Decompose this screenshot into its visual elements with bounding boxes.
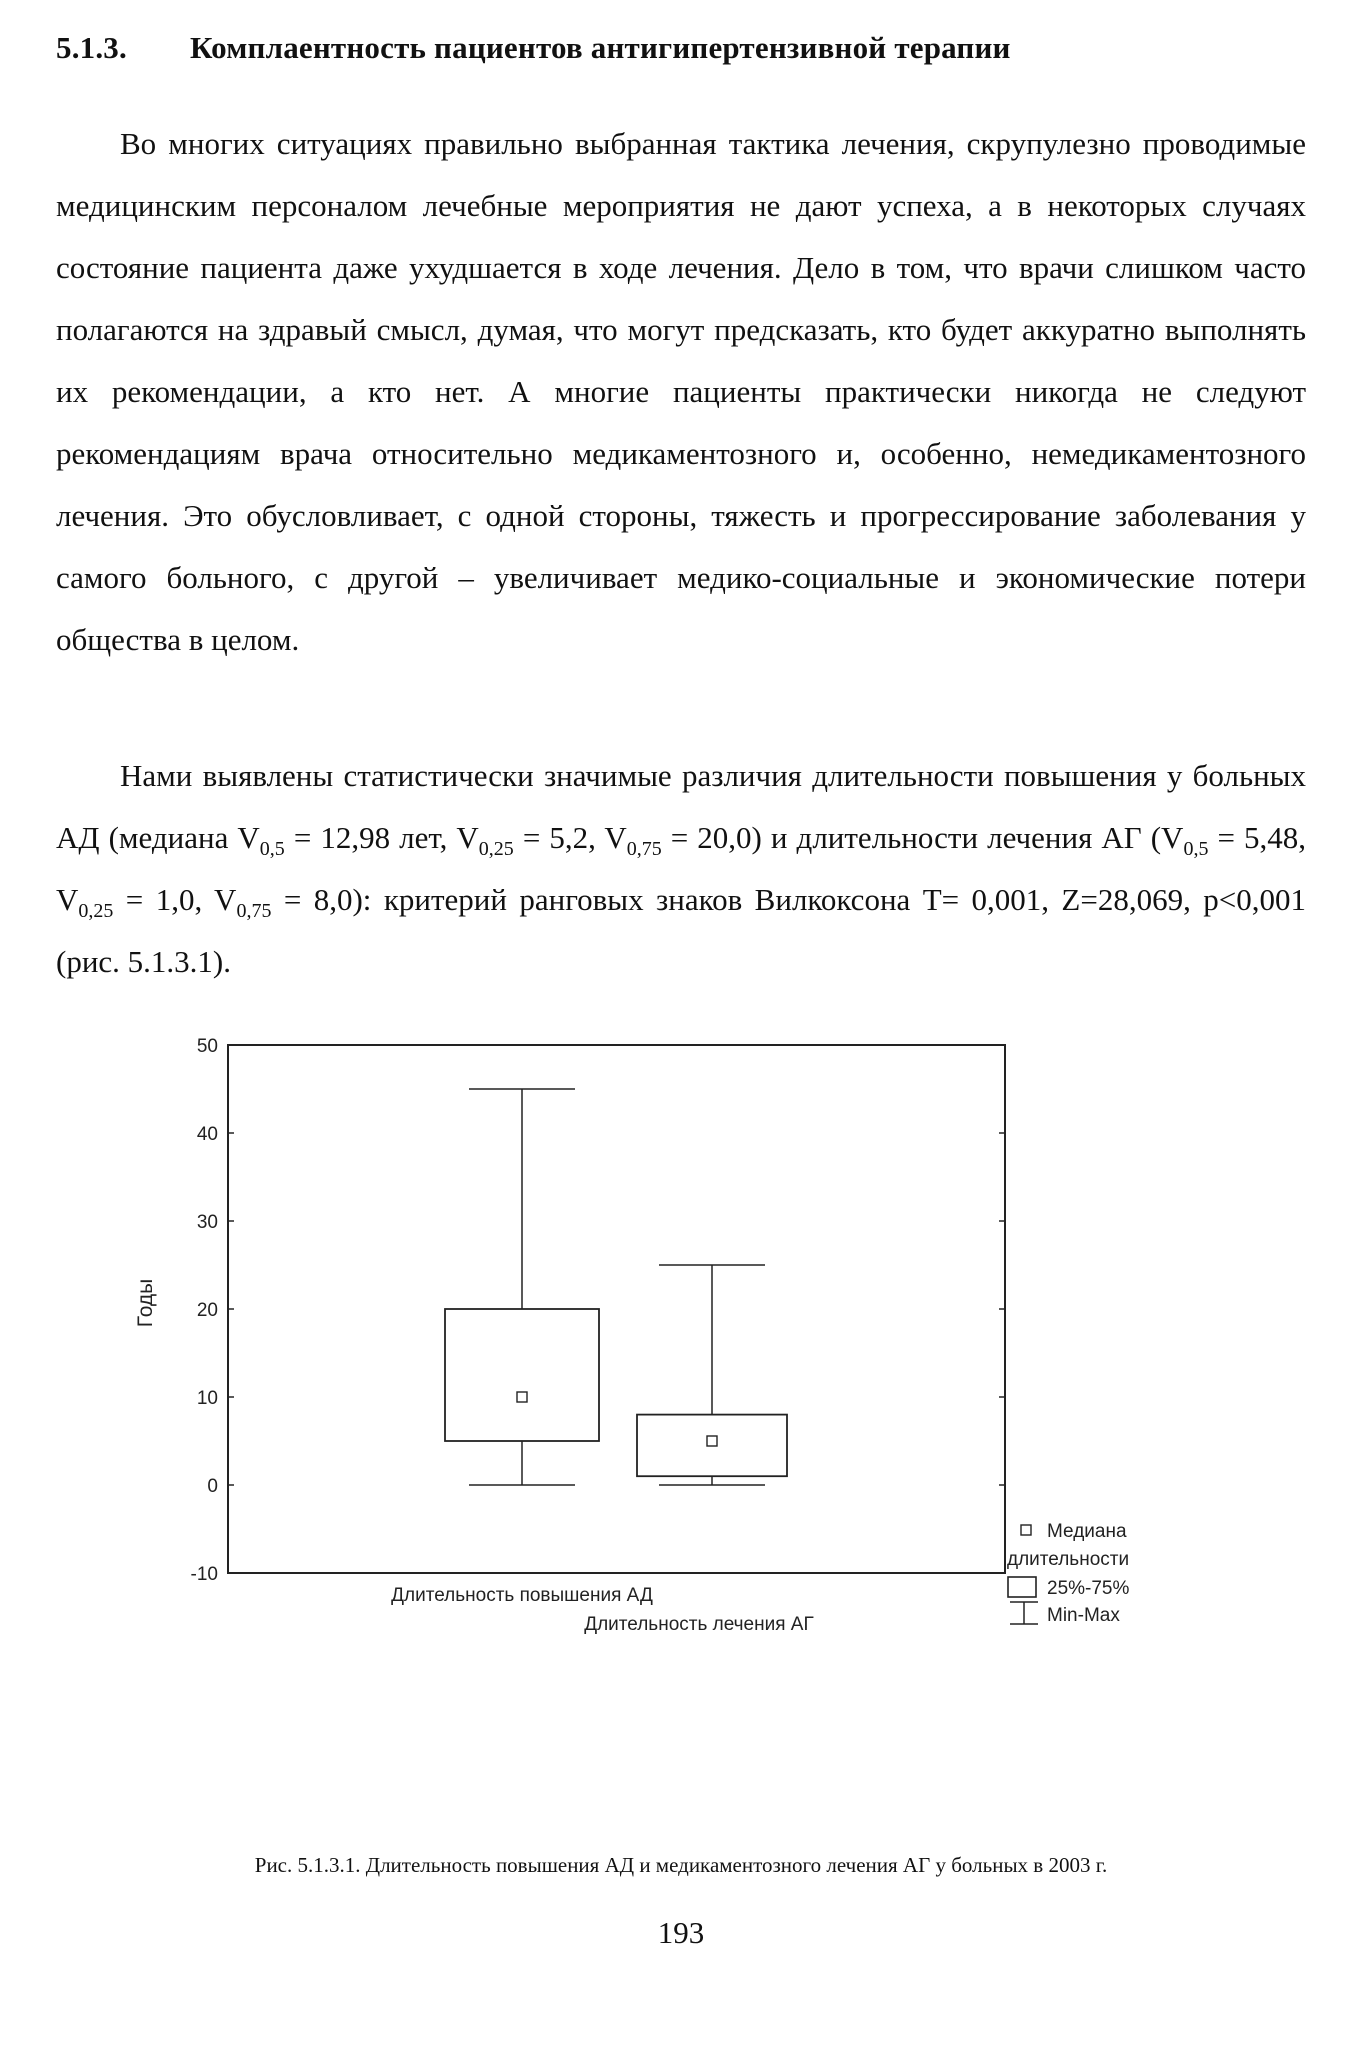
legend-median-label-2: длительности	[1007, 1549, 1130, 1570]
median-marker	[707, 1436, 717, 1446]
section-title: Комплаентность пациентов антигипертензивной терапии	[190, 30, 1011, 65]
box-series-2	[637, 1265, 787, 1485]
p2-sub-1: 0,5	[259, 838, 285, 861]
p2-text-7: = 8,0): критерий ранговых знаков Вилкоксона T= 0,001, Z=28,069, p<0,001 (рис. 5.1.3.1).	[56, 882, 1306, 979]
iqr-box	[445, 1309, 599, 1441]
p2-sub-5: 0,25	[78, 900, 114, 923]
p2-text-4: = 20,0) и длительности лечения АГ (V	[661, 820, 1184, 855]
box-series-1	[445, 1089, 599, 1485]
p2-text-1: Нами выявлены статистически значимые различия длительности повышения у больных АД (медиана V	[56, 758, 1306, 855]
p2-text-3: = 5,2, V	[513, 820, 627, 855]
median-marker	[517, 1392, 527, 1402]
y-tick-label: 50	[196, 1036, 218, 1057]
legend-median-label: Медиана	[1047, 1521, 1127, 1542]
paragraph-2	[56, 745, 1306, 993]
y-tick-label: 30	[196, 1212, 218, 1233]
boxes	[445, 1089, 787, 1485]
x-category-label: Длительность повышения АД	[391, 1585, 653, 1606]
x-category-label: Длительность лечения АГ	[584, 1614, 814, 1635]
x-labels	[391, 1585, 814, 1635]
p2-sub-4: 0,5	[1183, 838, 1209, 861]
y-axis-label: Годы	[134, 1278, 157, 1328]
p2-text-2: = 12,98 лет, V	[284, 820, 479, 855]
boxplot-chart	[130, 1010, 1190, 1830]
p2-sub-6: 0,75	[236, 900, 272, 923]
legend-median-symbol	[1021, 1525, 1031, 1535]
paragraph-1-text: Во многих ситуациях правильно выбранная тактика лечения, скрупулезно проводимые медицинским персоналом лечебные мероприятия не дают успеха, а в некоторых случаях состояние пациента даже ухудшается в ходе лечения. Дело в том, что врачи слишком часто полагаются на здравый смысл, думая, что могут предсказать, кто будет аккуратно выполнять их рекомендации, а кто нет. А многие пациенты практически никогда не следуют рекомендациям врача относительно медикаментозного и, особенно, немедикаментозного лечения. Это обусловливает, с одной стороны, тяжесть и прогрессирование заболевания у самого больного, с другой – увеличивает медико-социальные и экономические потери общества в целом.	[56, 126, 1306, 657]
figure-caption: Рис. 5.1.3.1. Длительность повышения АД и медикаментозного лечения АГ у больных в 2003 г.	[254, 1853, 1108, 1877]
section-number: 5.1.3.	[56, 30, 127, 65]
legend	[1007, 1521, 1129, 1626]
y-tick-label: 0	[207, 1476, 218, 1497]
paragraph-2-text	[56, 745, 1306, 993]
p2-text-6: = 1,0, V	[113, 882, 237, 917]
y-tick-label: 20	[196, 1300, 218, 1321]
legend-box-symbol	[1008, 1577, 1036, 1597]
plot-frame	[228, 1045, 1005, 1573]
y-tick-label: 40	[196, 1124, 218, 1145]
p2-text-5: = 5,48, V	[56, 820, 1307, 917]
paragraph-1	[56, 113, 1306, 671]
page-number: 193	[657, 1915, 705, 1950]
section-heading	[56, 30, 1011, 66]
legend-box-label: 25%-75%	[1047, 1578, 1130, 1599]
p2-sub-2: 0,25	[478, 838, 514, 861]
y-tick-label: -10	[190, 1564, 218, 1585]
boxplot-figure	[130, 1010, 1190, 1835]
y-tick-label: 10	[196, 1388, 218, 1409]
legend-whisker-label: Min-Max	[1047, 1605, 1120, 1626]
p2-sub-3: 0,75	[626, 838, 662, 861]
